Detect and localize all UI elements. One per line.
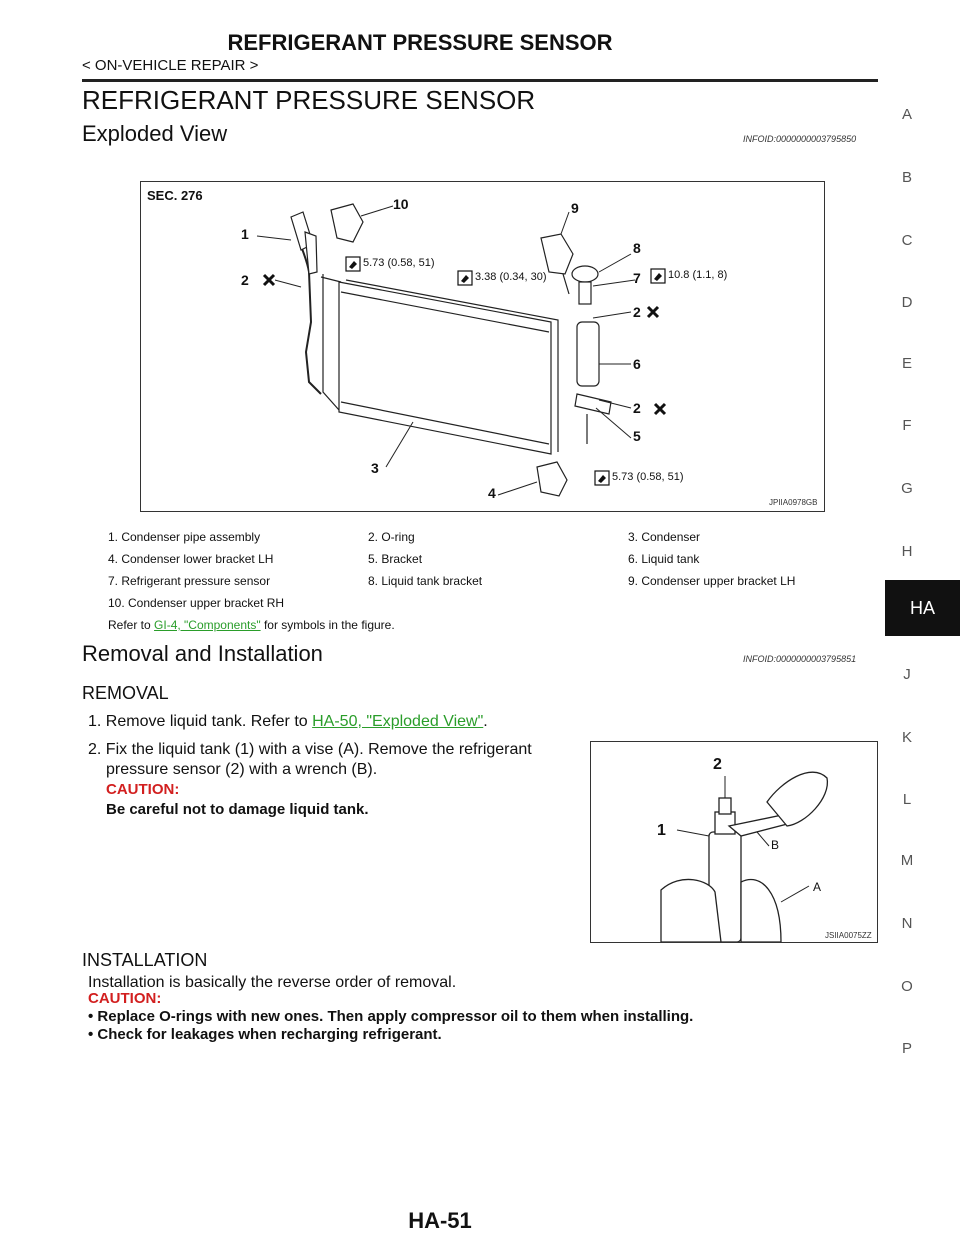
sidebar-letter-n[interactable]: N <box>901 915 913 932</box>
sensor-nut <box>715 812 735 834</box>
photo-callout-2: 2 <box>713 756 722 773</box>
legend-cell: 9. Condenser upper bracket LH <box>628 574 796 588</box>
step1-suffix: . <box>483 713 488 730</box>
legend-row <box>104 592 884 614</box>
sensor-top <box>719 798 731 814</box>
legend-row <box>104 526 884 548</box>
torque-label-3: 10.8 (1.1, 8) <box>668 269 728 281</box>
page-number: HA-51 <box>408 1208 472 1233</box>
components-link[interactable]: GI-4, "Components" <box>154 618 261 632</box>
step2-caution-text: Be careful not to damage liquid tank. <box>106 801 369 818</box>
upper-bracket-lh-drawing <box>541 234 573 294</box>
page-title: REFRIGERANT PRESSURE SENSOR <box>82 85 536 115</box>
vise-hand-left <box>661 879 721 942</box>
sidebar-letter-k[interactable]: K <box>901 729 912 746</box>
legend-cell: 8. Liquid tank bracket <box>368 574 483 588</box>
sidebar-letter-d[interactable]: D <box>901 294 913 311</box>
installation-text: Installation is basically the reverse order of removal. <box>88 974 457 991</box>
sidebar-letter-c[interactable]: C <box>901 232 913 249</box>
legend-cell: 2. O-ring <box>368 530 415 544</box>
installation-bullet-1: • Replace O-rings with new ones. Then apply compressor oil to them when installing. <box>88 1008 694 1025</box>
sidebar-letter-l[interactable]: L <box>902 791 912 808</box>
callout-2: 2 <box>241 272 249 288</box>
legend-cell <box>364 592 624 614</box>
vise-hand-right <box>741 880 781 943</box>
lower-bracket-lh-drawing <box>537 462 567 496</box>
photo-figure-id: JSIIA0075ZZ <box>825 931 872 940</box>
callout-1: 1 <box>241 226 249 242</box>
callout-6: 6 <box>633 356 641 372</box>
refer-line <box>104 614 884 636</box>
legend-cell: 7. Refrigerant pressure sensor <box>108 574 271 588</box>
installation-caution: CAUTION: <box>88 990 162 1007</box>
wrench-figure <box>590 741 878 943</box>
sidebar-letter-a[interactable]: A <box>901 106 912 123</box>
removal-step-1 <box>88 712 488 732</box>
callout-5: 5 <box>633 428 641 444</box>
callout-3: 3 <box>371 460 379 476</box>
callout-2c: 2 <box>633 400 641 416</box>
sidebar-letter-j[interactable]: J <box>903 666 911 683</box>
upper-bracket-rh-drawing <box>331 204 363 242</box>
sidebar-letter-m[interactable]: M <box>900 852 914 869</box>
removal-installation-title: Removal and Installation <box>82 641 323 666</box>
callout-2b: 2 <box>633 304 641 320</box>
sidebar-letter-b[interactable]: B <box>901 169 912 186</box>
legend-cell: 6. Liquid tank <box>628 552 700 566</box>
legend-cell <box>624 592 884 614</box>
removal-heading: REMOVAL <box>82 683 169 703</box>
step2-caution: CAUTION: <box>106 781 180 798</box>
exploded-view-title: Exploded View <box>82 121 228 146</box>
installation-heading: INSTALLATION <box>82 950 208 970</box>
figure-id: JPIIA0978GB <box>769 498 818 507</box>
torque-label-2: 3.38 (0.34, 30) <box>475 271 547 283</box>
header-title: REFRIGERANT PRESSURE SENSOR <box>227 30 613 55</box>
callout-7: 7 <box>633 270 641 286</box>
legend-cell: 1. Condenser pipe assembly <box>108 530 261 544</box>
step2-line-1: 2. Fix the liquid tank (1) with a vise (A). Remove the refrigerant <box>88 741 532 758</box>
exploded-infoid: INFOID:0000000003795850 <box>743 134 857 144</box>
torque-label-1: 5.73 (0.58, 51) <box>363 257 435 269</box>
refer-prefix: Refer to <box>108 618 155 632</box>
callout-4: 4 <box>488 485 496 501</box>
section-number: SEC. 276 <box>147 188 203 203</box>
callout-10: 10 <box>393 196 409 212</box>
refer-suffix: for symbols in the figure. <box>260 618 395 632</box>
legend-cell: 4. Condenser lower bracket LH <box>108 552 274 566</box>
removal-infoid: INFOID:0000000003795851 <box>743 654 857 664</box>
liquid-tank-drawing <box>572 266 611 444</box>
legend-cell: 5. Bracket <box>368 552 423 566</box>
legend-cell: 10. Condenser upper bracket RH <box>108 596 285 610</box>
header-rule <box>82 79 878 82</box>
legend-row <box>104 570 884 592</box>
sidebar-letter-e[interactable]: E <box>901 355 912 372</box>
photo-label-b: B <box>771 838 780 852</box>
installation-bullet-2: • Check for leakages when recharging refrigerant. <box>88 1026 442 1043</box>
figure-legend <box>104 526 884 636</box>
exploded-view-link[interactable]: HA-50, "Exploded View" <box>312 713 484 730</box>
exploded-view-figure <box>140 181 825 512</box>
removal-step-2 <box>88 740 580 820</box>
callout-9: 9 <box>571 200 579 216</box>
step1-prefix: 1. Remove liquid tank. Refer to <box>88 713 313 730</box>
step2-line-2: pressure sensor (2) with a wrench (B). <box>106 761 378 778</box>
header-subtitle: < ON-VEHICLE REPAIR > <box>82 57 259 74</box>
sidebar-letter-p[interactable]: P <box>901 1040 912 1057</box>
sidebar-letter-h[interactable]: H <box>901 543 913 560</box>
sidebar-letter-o[interactable]: O <box>901 978 913 995</box>
legend-row <box>104 548 884 570</box>
sidebar-tab-active[interactable]: HA <box>885 580 960 636</box>
photo-callout-1: 1 <box>657 822 666 839</box>
torque-label-4: 5.73 (0.58, 51) <box>612 471 684 483</box>
callout-8: 8 <box>633 240 641 256</box>
legend-cell: 3. Condenser <box>628 530 701 544</box>
photo-label-a: A <box>813 880 822 894</box>
sidebar-letter-f[interactable]: F <box>902 417 912 434</box>
sidebar-letter-g[interactable]: G <box>901 480 913 497</box>
condenser-pipe-drawing <box>291 212 317 274</box>
